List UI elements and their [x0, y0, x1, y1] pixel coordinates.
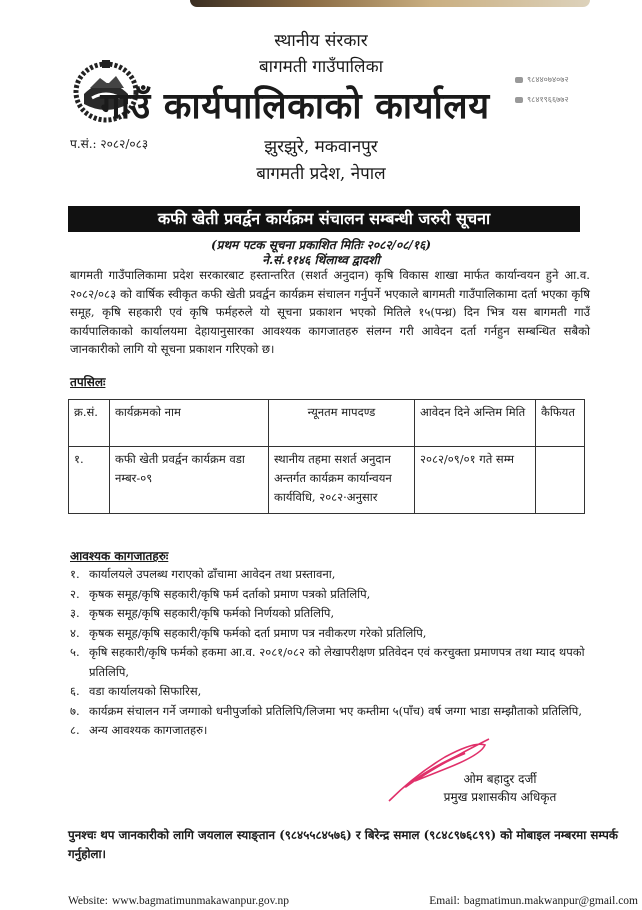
header-address-2: बागमती प्रदेश, नेपाल: [256, 164, 386, 184]
item-number: ६.: [70, 684, 80, 698]
nepal-sambat-date: ने.सं.११४६ थिंलाथ्व द्वादशी: [262, 253, 380, 267]
item-text: कार्यालयले उपलब्ध गराएको ढाँचामा आवेदन तथा प्रस्तावना,: [89, 567, 336, 581]
footer: [68, 895, 638, 907]
item-text: कृषक समूह/कृषि सहकारी/कृषि फर्म दर्ताको प्रमाण पत्रको प्रतिलिपि,: [89, 586, 371, 601]
list-item: [70, 721, 610, 741]
item-text: वडा कार्यालयको सिफारिस,: [89, 684, 202, 698]
col-deadline: आवेदन दिने अन्तिम मिति: [415, 400, 536, 447]
item-number: ५.: [70, 645, 80, 659]
footer-email: [429, 895, 638, 907]
col-serial: क्र.सं.: [69, 400, 110, 447]
list-item: [70, 604, 610, 624]
col-min-criteria: न्यूनतम मापदण्ड: [269, 400, 415, 447]
item-text: कार्यक्रम संचालन गर्ने जग्गाको धनीपुर्जाको प्रतिलिपि/लिजमा भए कम्तीमा ५(पाँच) वर्ष जग्गा भाडा सम्झौताको प्रतिलिपि,: [89, 703, 582, 718]
signatory-name: ओम बहादुर दर्जी: [463, 772, 537, 786]
details-heading: तपसिलः: [70, 375, 106, 389]
list-item: [70, 702, 610, 722]
phone-icon: [515, 77, 523, 83]
list-item: [70, 585, 610, 605]
phone-icon: [515, 97, 523, 103]
item-number: २.: [70, 586, 80, 601]
col-remarks: कैफियत: [536, 400, 585, 447]
phone-row: [515, 90, 569, 110]
program-table: [68, 399, 585, 514]
first-published-date: (प्रथम पटक सूचना प्रकाशित मितिः २०८२/०८/१६): [210, 238, 432, 252]
item-number: ३.: [70, 606, 80, 620]
signatory-designation: प्रमुख प्रशासकीय अधिकृत: [443, 790, 557, 804]
cell-deadline: २०८२/०९/०१ गते सम्म: [415, 447, 536, 514]
item-number: ७.: [70, 703, 80, 718]
list-item: [70, 682, 610, 702]
header-municipality: बागमती गाउँपालिका: [258, 57, 384, 77]
documents-heading: आवश्यक कागजातहरुः: [70, 549, 169, 563]
item-number: ८.: [70, 723, 80, 737]
header-office-title: गाउँ कार्यपालिकाको कार्यालय: [100, 85, 490, 127]
cell-serial: १.: [69, 447, 110, 514]
header-phones: [515, 70, 569, 110]
item-text: कृषि सहकारी/कृषि फर्मको हकमा आ.व. २०८१/०८२ को लेखापरीक्षण प्रतिवेदन एवं करचुक्ता प्रमाणपत्र तथा म्याद थपको प्रतिलिपि,: [89, 645, 585, 679]
notice-body: बागमती गाउँपालिकामा प्रदेश सरकारबाट हस्तान्तरित (सशर्त अनुदान) कृषि विकास शाखा मार्फत कार्यान्वयन हुने आ.व. २०८२/०८३ को वार्षिक स्वीकृत कफी खेती प्रवर्द्वन कार्यक्रम संचालन गर्नुपर्ने भएकाले बागमती गाउँपालिकामा दर्ता भएका कृषि समूह, कृषि सहकारी एवं कृषि फर्महरुले यो सूचना प्रकाशन भएको मितिले १५(पन्ध्र) दिन भित्र यस बागमती गाउँ कार्यपालिकाको कार्यालयमा देहायानुसारका आवश्यक कागजातहरु संलग्न गरी आवेदन दर्ता गर्नहुन सम्बन्धित सबैको जानकारीको लागि यो सूचना प्रकाशन गरिएको छ।: [70, 268, 590, 356]
documents-list: [70, 565, 610, 741]
item-number: ४.: [70, 625, 80, 640]
website-link[interactable]: www.bagmatimunmakawanpur.gov.np: [111, 895, 289, 907]
table-row: [69, 447, 585, 514]
list-item: [70, 565, 610, 585]
col-program-name: कार्यक्रमको नाम: [110, 400, 269, 447]
item-text: कृषक समूह/कृषि सहकारी/कृषि फर्मको निर्णयको प्रतिलिपि,: [89, 606, 335, 620]
paper-edge-strip: [190, 0, 590, 7]
signatory-block: [420, 770, 580, 806]
phone-number: ९८४१९६६७७२: [527, 95, 569, 104]
cell-remarks: [536, 447, 585, 514]
phone-number: ९८४४०७४०७२: [527, 75, 569, 84]
cell-min-criteria: स्थानीय तहमा सशर्त अनुदान अन्तर्गत कार्यक्रम कार्यान्वयन कार्यविधि, २०८२·अनुसार: [269, 447, 415, 514]
phone-row: [515, 70, 569, 90]
header-local-government: स्थानीय संरकार: [274, 31, 368, 51]
table-header-row: [69, 400, 585, 447]
footer-website: [68, 895, 289, 907]
header-address-1: झुरझुरे, मकवानपुर: [264, 137, 378, 157]
item-text: अन्य आवश्यक कागजातहरु।: [89, 723, 208, 737]
list-item: [70, 624, 610, 644]
cell-program-name: कफी खेती प्रवर्द्वन कार्यक्रम वडा नम्बर-०९: [110, 447, 269, 514]
postscript: पुनश्चः थप जानकारीको लागि जयलाल स्याङ्तान (९८४५५८४५७६) र बिरेन्द्र समाल (९८४८९७६८९९) को मोबाइल नम्बरमा सम्पर्क गर्नुहोला।: [68, 828, 618, 861]
item-number: १.: [70, 567, 80, 581]
item-text: कृषक समूह/कृषि सहकारी/कृषि फर्मको दर्ता प्रमाण पत्र नवीकरण गरेको प्रतिलिपि,: [89, 625, 427, 640]
email-link[interactable]: bagmatimun.makwanpur@gmail.com: [463, 895, 638, 907]
notice-title: कफी खेती प्रवर्द्वन कार्यक्रम संचालन सम्बन्धी जरुरी सूचना: [68, 206, 580, 232]
email-label: Email:: [429, 895, 460, 907]
reference-number: प.सं.: २०८२/०८३: [70, 137, 149, 151]
website-label: Website:: [68, 895, 108, 907]
list-item: [70, 643, 610, 682]
